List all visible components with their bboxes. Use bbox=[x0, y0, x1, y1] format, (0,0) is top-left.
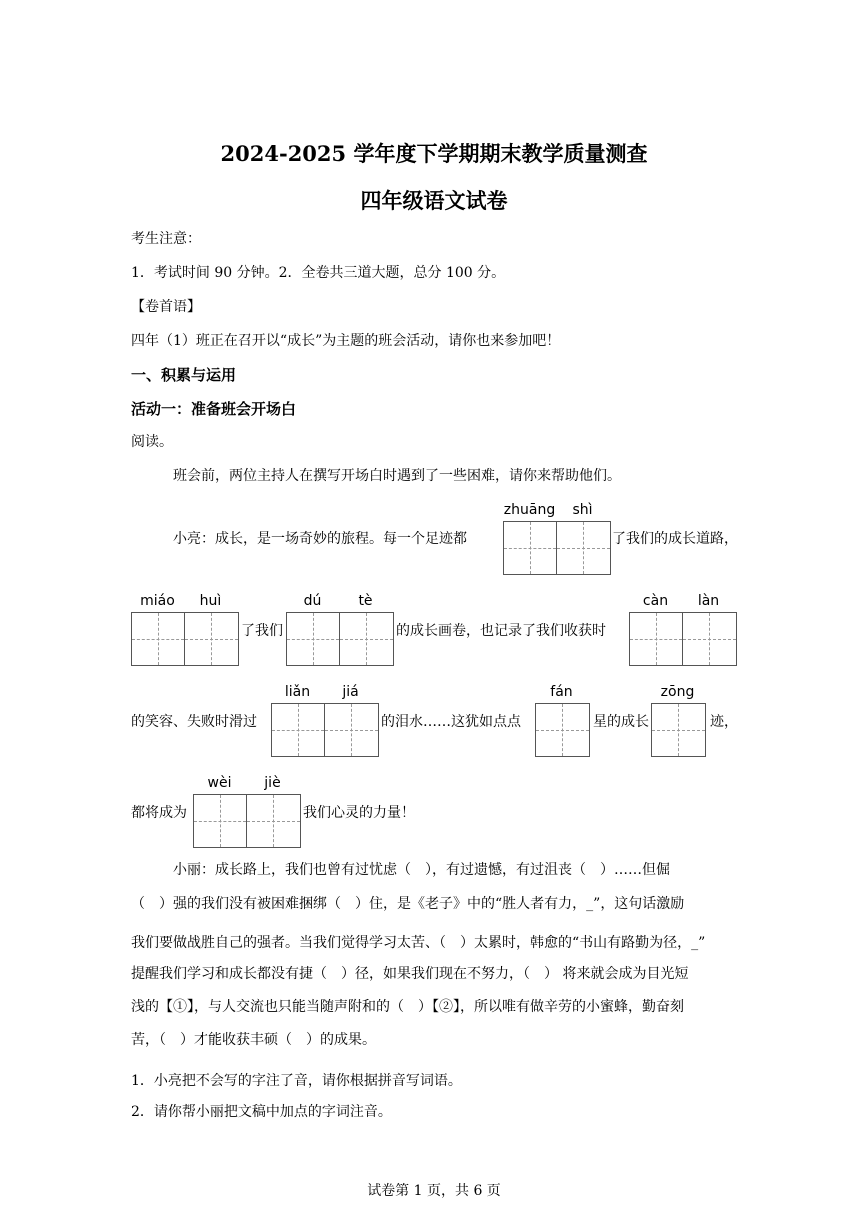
question-1: 1．小亮把不会写的字注了音，请你根据拼音写词语。 bbox=[131, 1073, 462, 1089]
passage-line3-b: 的泪水……这犹如点点 bbox=[381, 714, 521, 730]
notice-label: 考生注意： bbox=[131, 231, 201, 247]
intro-text: 班会前，两位主持人在撰写开场白时遇到了一些困难，请你来帮助他们。 bbox=[173, 468, 621, 484]
pinyin-jie: jiè bbox=[264, 775, 281, 791]
pinyin-zong: zōng bbox=[660, 684, 695, 700]
passage-line2-b: 的成长画卷，也记录了我们收获时 bbox=[396, 623, 606, 639]
preface-text: 四年（1）班正在召开以“成长”为主题的班会活动，请你也来参加吧！ bbox=[131, 333, 561, 349]
passage-line3-a: 的笑容、失败时滑过 bbox=[131, 714, 257, 730]
pinyin-miao: miáo bbox=[140, 593, 175, 609]
pinyin-shi: shì bbox=[572, 502, 593, 518]
question-2: 2．请你帮小丽把文稿中加点的字词注音。 bbox=[131, 1104, 392, 1120]
page-footer: 试卷第 1 页，共 6 页 bbox=[367, 1183, 501, 1199]
passage-line3-d: 迹， bbox=[710, 714, 738, 730]
passage-line4-a: 都将成为 bbox=[131, 805, 187, 821]
writing-grid-7[interactable] bbox=[651, 703, 706, 757]
section-heading: 一、积累与运用 bbox=[131, 366, 237, 384]
passage-line3-c: 星的成长 bbox=[593, 714, 649, 730]
passage-line2-a: 了我们 bbox=[241, 623, 283, 639]
passage-line4-b: 我们心灵的力量！ bbox=[303, 805, 415, 821]
pinyin-wei: wèi bbox=[207, 775, 232, 791]
exam-title: 2024-2025 学年度下学期期末教学质量测查 bbox=[220, 141, 648, 166]
lili-line3: 我们要做战胜自己的强者。当我们觉得学习太苦、（ ）太累时，韩愈的“书山有路勤为径，_” bbox=[131, 935, 706, 951]
activity-heading: 活动一：准备班会开场白 bbox=[131, 400, 297, 418]
writing-grid-2[interactable] bbox=[131, 612, 239, 666]
exam-subtitle: 四年级语文试卷 bbox=[360, 188, 508, 213]
lili-line2: （ ）强的我们没有被困难捆绑（ ）住，是《老子》中的“胜人者有力，_”，这句话激励 bbox=[131, 896, 685, 912]
pinyin-hui: huì bbox=[199, 593, 222, 609]
passage-line1-end: 了我们的成长道路， bbox=[612, 531, 738, 547]
instruction: 阅读。 bbox=[131, 434, 173, 450]
pinyin-fan: fán bbox=[550, 684, 573, 700]
writing-grid-5[interactable] bbox=[271, 703, 379, 757]
preface-label: 【卷首语】 bbox=[131, 299, 201, 315]
pinyin-te: tè bbox=[358, 593, 373, 609]
writing-grid-6[interactable] bbox=[535, 703, 590, 757]
passage-line1: 小亮：成长，是一场奇妙的旅程。每一个足迹都 bbox=[173, 531, 467, 547]
pinyin-lian: liǎn bbox=[284, 684, 311, 700]
writing-grid-3[interactable] bbox=[286, 612, 394, 666]
notice-rules: 1．考试时间 90 分钟。2．全卷共三道大题，总分 100 分。 bbox=[131, 265, 506, 281]
writing-grid-1[interactable] bbox=[503, 521, 611, 575]
writing-grid-8[interactable] bbox=[193, 794, 301, 848]
lili-line4: 提醒我们学习和成长都没有捷（ ）径，如果我们现在不努力，（ ） 将来就会成为目光短 bbox=[131, 966, 689, 982]
lili-line1: 小丽：成长路上，我们也曾有过忧虑（ ），有过遗憾，有过沮丧（ ）……但倔 bbox=[173, 862, 670, 878]
pinyin-du: dú bbox=[303, 593, 322, 609]
pinyin-jia: jiá bbox=[342, 684, 359, 700]
writing-grid-4[interactable] bbox=[629, 612, 737, 666]
lili-line6: 苦，（ ）才能收获丰硕（ ）的成果。 bbox=[131, 1032, 376, 1048]
pinyin-can: càn bbox=[642, 593, 669, 609]
pinyin-lan: làn bbox=[697, 593, 720, 609]
lili-line5: 浅的【①】，与人交流也只能当随声附和的（ ）【②】，所以唯有做辛劳的小蜜蜂，勤奋刻 bbox=[131, 999, 684, 1015]
pinyin-zhuang: zhuāng bbox=[503, 502, 556, 518]
